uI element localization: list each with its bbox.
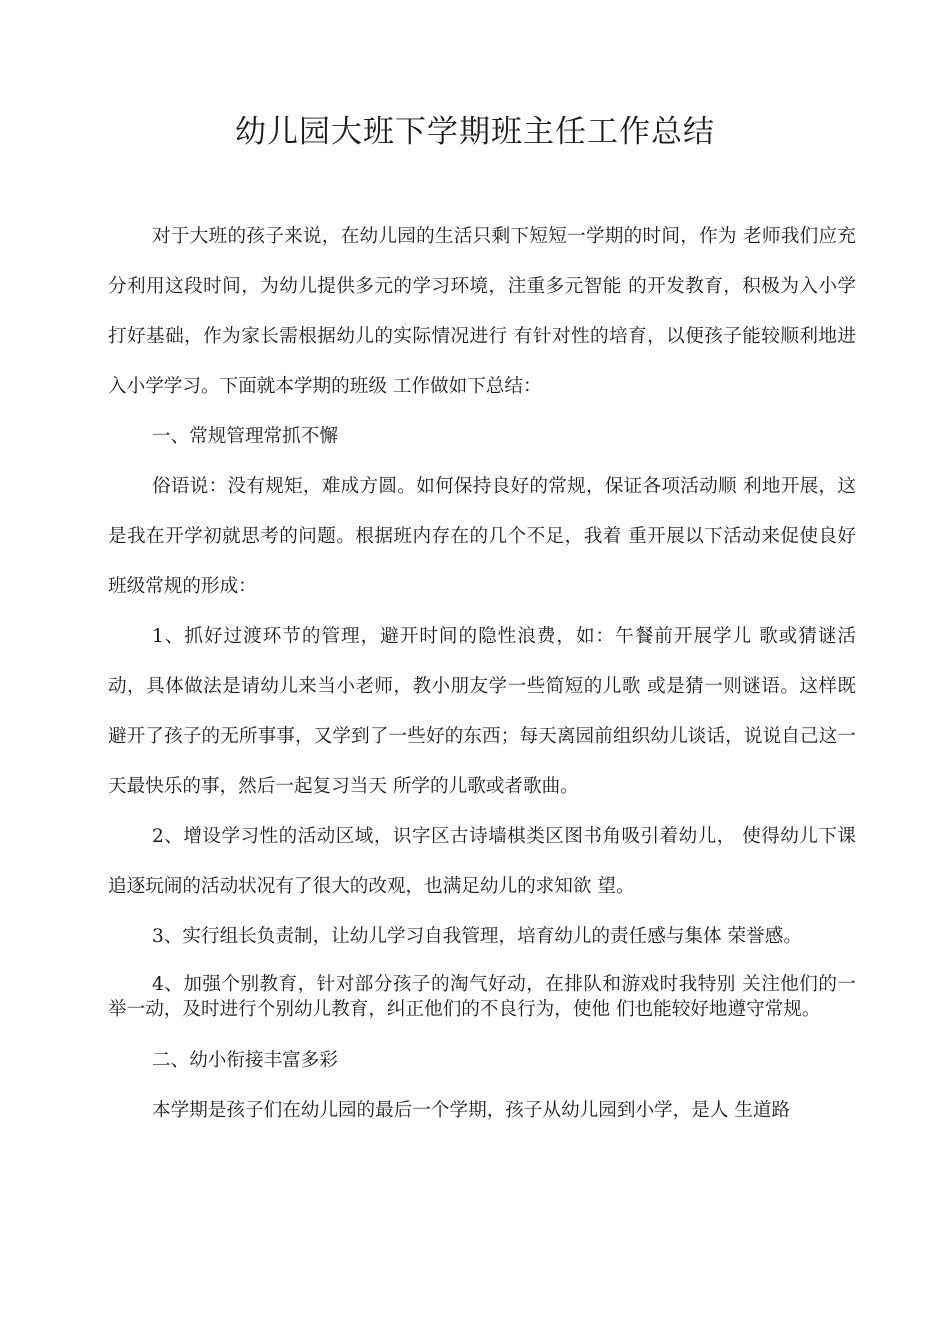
document-body (108, 212, 856, 1136)
paragraph-item-4: 4、加强个别教育，针对部分孩子的淘气好动，在排队和游戏时我特别 关注他们的一举一动，及时进行个别幼儿教育，纠正他们的不良行为，使他 们也能较好地遵守常规。 (108, 974, 856, 1020)
paragraph-item-1: 1、抓好过渡环节的管理，避开时间的隐性浪费，如：午餐前开展学儿 歌或猜谜活动，具体做法是请幼儿来当小老师，教小朋友学一些简短的儿歌 或是猜一则谜语。这样既避开了孩子的无所事事，又学到了一些好的东西；每天离园前组织幼儿谈话，说说自己这一天最快乐的事，然后一起复习当天 所学的儿歌或者歌曲。 (108, 626, 856, 797)
paragraph-item-3: 3、实行组长负责制，让幼儿学习自我管理，培育幼儿的责任感与集体 荣誉感。 (152, 926, 802, 947)
section-heading-1: 一、常规管理常抓不懈 (152, 426, 338, 447)
paragraph-transition: 本学期是孩子们在幼儿园的最后一个学期，孩子从幼儿园到小学，是人 生道路 (152, 1100, 791, 1121)
section-heading-2: 二、幼小衔接丰富多彩 (152, 1050, 338, 1071)
document-title: 幼儿园大班下学期班主任工作总结 (235, 114, 715, 150)
intro-paragraph: 对于大班的孩子来说，在幼儿园的生活只剩下短短一学期的时间，作为 老师我们应充分利用这段时间，为幼儿提供多元的学习环境，注重多元智能 的开发教育，积极为入小学打好基础，作为家长需根据幼儿的实际情况进行 有针对性的培育，以便孩子能较顺利地进入小学学习。下面就本学期的班级 工作做如下总结： (108, 226, 856, 397)
paragraph-item-2: 2、增设学习性的活动区域，识字区古诗墙棋类区图书角吸引着幼儿， 使得幼儿下课追逐玩闹的活动状况有了很大的改观，也满足幼儿的求知欲 望。 (108, 826, 856, 897)
paragraph-routine: 俗语说：没有规矩，难成方圆。如何保持良好的常规，保证各项活动顺 利地开展，这是我在开学初就思考的问题。根据班内存在的几个不足，我着 重开展以下活动来促使良好班级常规的形成： (108, 476, 856, 597)
